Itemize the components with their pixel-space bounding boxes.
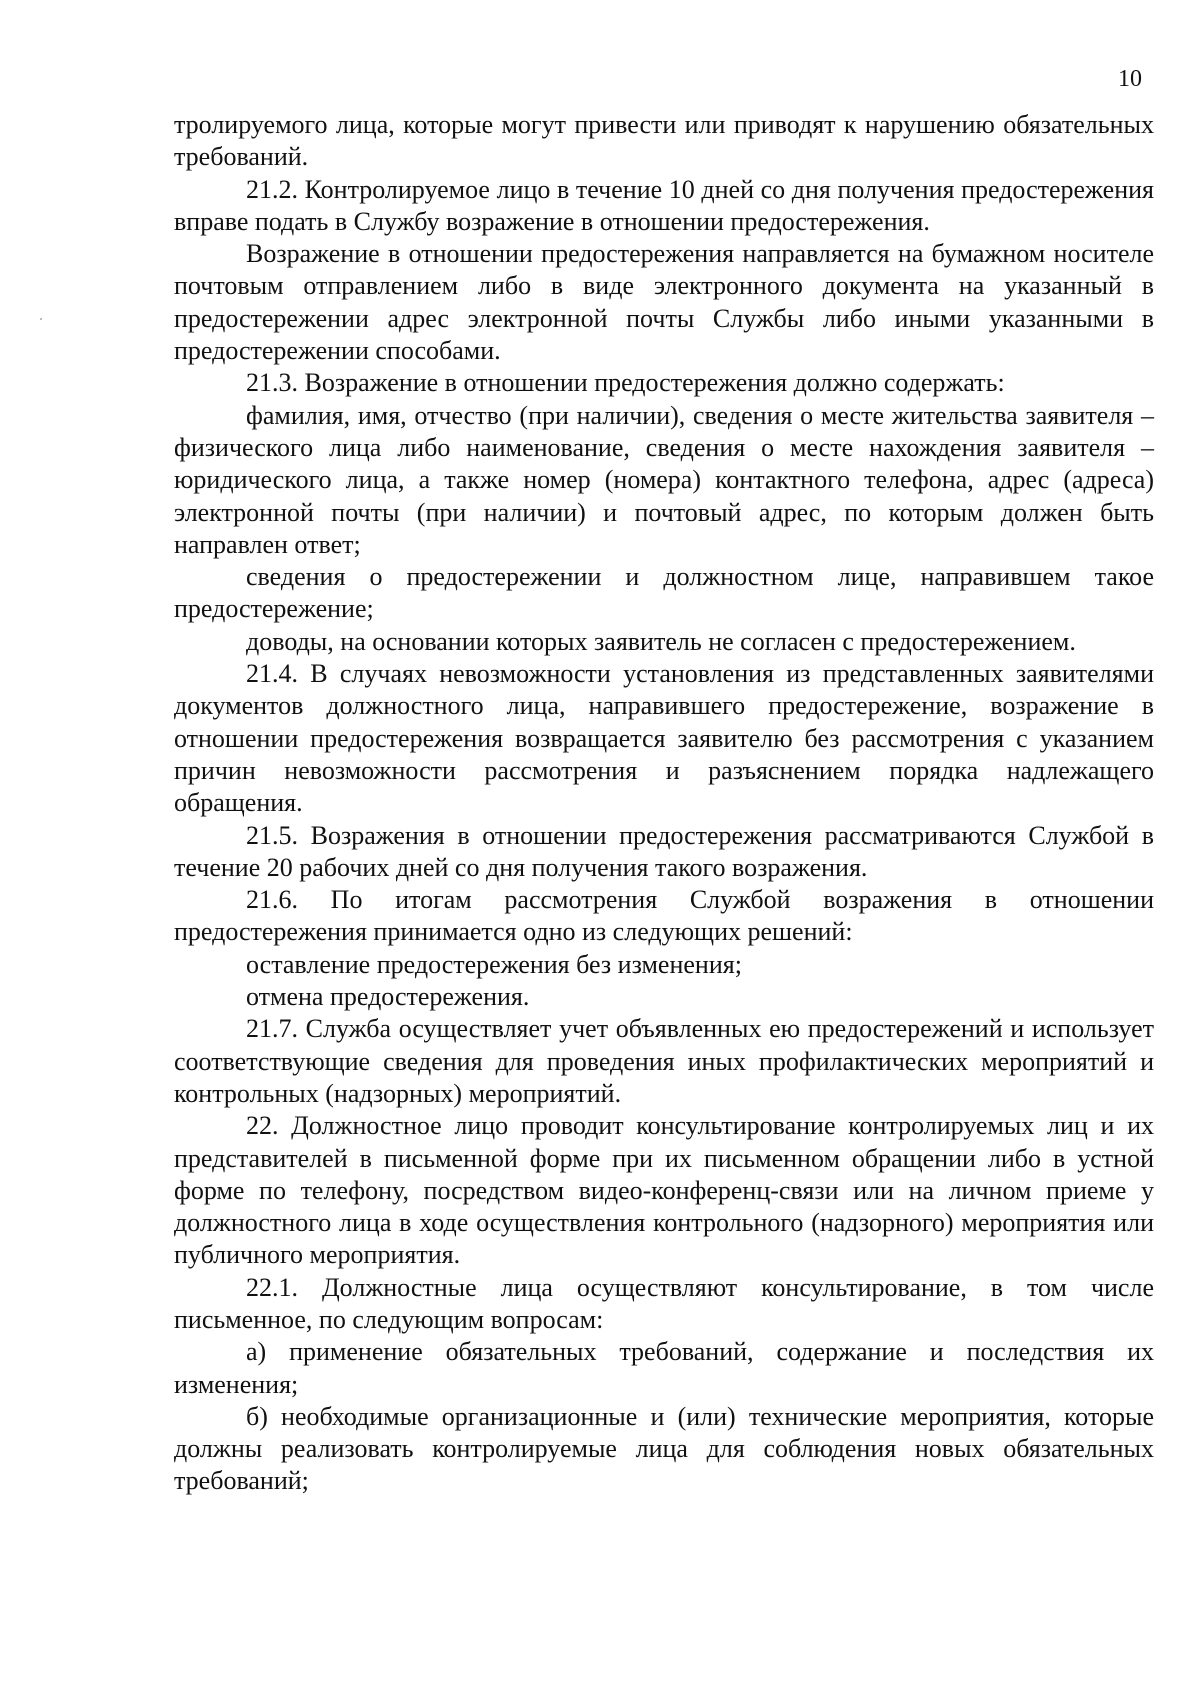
paragraph: 21.2. Контролируемое лицо в течение 10 дней со дня получения предостережения вправе подать в Службу возражение в отношении предостережения. [174,174,1154,236]
paragraph: фамилия, имя, отчество (при наличии), сведения о месте жительства заявителя – физического лица либо наименование, сведения о месте нахождения заявителя – юридического лица, а также номер (номера) контактного телефона, адрес (адреса) электронной почты (при наличии) и почтовый адрес, по которым должен быть направлен ответ; [174,400,1154,559]
page-number: 10 [1118,66,1142,92]
paragraph: 21.7. Служба осуществляет учет объявленных ею предостережений и использует соответствующие сведения для проведения иных профилактических мероприятий и контрольных (надзорных) мероприятий. [174,1014,1154,1108]
paragraph: 21.4. В случаях невозможности установления из представленных заявителями документов должностного лица, направившего предостережение, возражение в отношении предостережения возвращается заявителю без рассмотрения с указанием причин невозможности рассмотрения и разъяснением порядка надлежащего обращения. [174,659,1154,818]
paragraph: 22.1. Должностные лица осуществляют консультирование, в том числе письменное, по следующим вопросам: [174,1272,1154,1334]
paragraph: 22. Должностное лицо проводит консультирование контролируемых лиц и их представителей в письменной форме при их письменном обращении либо в устной форме по телефону, посредством видео-конференц-связи или на личном приеме у должностного лица в ходе осуществления контрольного (надзорного) мероприятия или публичного мероприятия. [174,1111,1154,1270]
scan-artifact [40,318,42,320]
paragraph: оставление предостережения без изменения; [246,949,742,979]
paragraph: отмена предостережения. [246,982,530,1012]
paragraph: доводы, на основании которых заявитель не согласен с предостережением. [246,626,1076,656]
paragraph: 21.5. Возражения в отношении предостережения рассматриваются Службой в течение 20 рабочих дней со дня получения такого возражения. [174,820,1154,882]
paragraph: тролируемого лица, которые могут привести или приводят к нарушению обязательных требований. [174,110,1154,172]
paragraph: 21.6. По итогам рассмотрения Службой возражения в отношении предостережения принимается одно из следующих решений: [174,885,1154,947]
document-body [174,109,1154,1498]
paragraph: Возражение в отношении предостережения направляется на бумажном носителе почтовым отправлением либо в виде электронного документа на указанный в предостережении адрес электронной почты Службы либо иными указанными в предостережении способами. [174,239,1154,366]
paragraph: а) применение обязательных требований, содержание и последствия их изменения; [174,1337,1154,1399]
paragraph: б) необходимые организационные и (или) технические мероприятия, которые должны реализовать контролируемые лица для соблюдения новых обязательных требований; [174,1401,1154,1496]
paragraph: 21.3. Возражение в отношении предостережения должно содержать: [246,368,1005,398]
paragraph: сведения о предостережении и должностном лице, направившем такое предостережение; [174,562,1154,624]
